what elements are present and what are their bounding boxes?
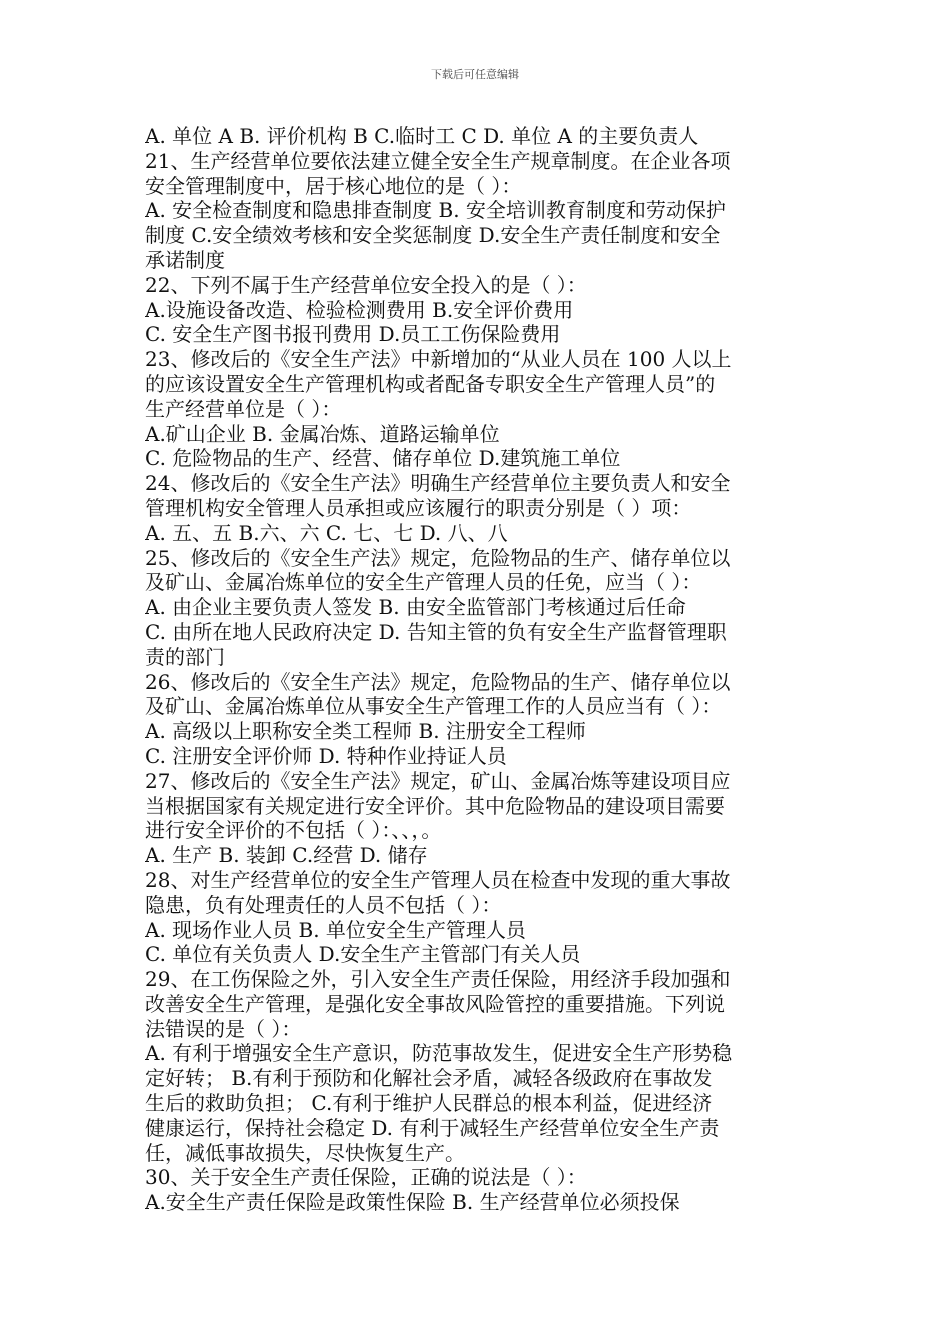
text-line: 生后的救助负担； C.有利于维护人民群总的根本利益，促进经济 (145, 1091, 713, 1116)
text-line: 及矿山、金属冶炼单位的安全生产管理人员的任免，应当（ ）： (145, 570, 702, 595)
text-line: 安全管理制度中，居于核心地位的是（ ）： (145, 173, 522, 198)
text-line: 28、对生产经营单位的安全生产管理人员在检查中发现的重大事故 (145, 867, 731, 892)
text-line: A. 有利于增强安全生产意识，防范事故发生，促进安全生产形势稳 (145, 1041, 733, 1066)
text-line: A. 生产 B. 装卸 C.经营 D. 储存 (145, 843, 428, 868)
text-line: A.矿山企业 B. 金属冶炼、道路运输单位 (145, 421, 500, 446)
text-line: 的应该设置安全生产管理机构或者配备专职安全生产管理人员”的 (145, 371, 716, 396)
text-line: A.设施设备改造、检验检测费用 B.安全评价费用 (145, 297, 574, 322)
text-line: 定好转； B.有利于预防和化解社会矛盾，减轻各级政府在事故发 (145, 1066, 713, 1091)
text-line: A. 五、五 B.六、六 C. 七、七 D. 八、八 (145, 520, 508, 545)
text-line: 管理机构安全管理人员承担或应该履行的职责分别是（ ）项： (145, 495, 692, 520)
text-line: 进行安全评价的不包括（ ）：、、，。 (145, 818, 442, 843)
text-line: A.安全生产责任保险是政策性保险 B. 生产经营单位必须投保 (145, 1190, 680, 1215)
text-line: A. 单位 A B. 评价机构 B C.临时工 C D. 单位 A 的主要负责人 (145, 124, 699, 148)
text-line: 隐患，负有处理责任的人员不包括（ ）： (145, 892, 502, 917)
text-line: C. 危险物品的生产、经营、储存单位 D.建筑施工单位 (145, 446, 621, 471)
text-line: 任，减低事故损失，尽快恢复生产。 (145, 1140, 465, 1165)
text-line: 法错误的是（ ）： (145, 1016, 302, 1041)
text-line: A. 由企业主要负责人签发 B. 由安全监管部门考核通过后任命 (145, 595, 686, 620)
text-line: C. 安全生产图书报刊费用 D.员工工伤保险费用 (145, 322, 561, 347)
text-line: 21、生产经营单位要依法建立健全安全生产规章制度。在企业各项 (145, 148, 731, 173)
text-line: A. 安全检查制度和隐患排查制度 B. 安全培训教育制度和劳动保护 (145, 198, 726, 223)
text-line: 及矿山、金属冶炼单位从事安全生产管理工作的人员应当有（ ）： (145, 694, 722, 719)
text-line: 24、修改后的《安全生产法》明确生产经营单位主要负责人和安全 (145, 471, 731, 496)
text-line: 30、关于安全生产责任保险，正确的说法是（ ）： (145, 1165, 587, 1190)
document-body (145, 124, 810, 1215)
text-line: 29、在工伤保险之外，引入安全生产责任保险，用经济手段加强和 (145, 967, 731, 992)
text-line: 26、修改后的《安全生产法》规定，危险物品的生产、储存单位以 (145, 669, 731, 694)
text-line: 改善安全生产管理，是强化安全事故风险管控的重要措施。下列说 (145, 991, 725, 1016)
text-line: 23、修改后的《安全生产法》中新增加的“从业人员在 100 人以上 (145, 347, 732, 372)
text-line: 27、修改后的《安全生产法》规定，矿山、金属冶炼等建设项目应 (145, 768, 731, 793)
text-line: C. 由所在地人民政府决定 D. 告知主管的负有安全生产监督管理职 (145, 619, 727, 644)
text-line: 健康运行，保持社会稳定 D. 有利于减轻生产经营单位安全生产责 (145, 1115, 720, 1140)
text-line: 当根据国家有关规定进行安全评价。其中危险物品的建设项目需要 (145, 793, 725, 818)
text-line: C. 注册安全评价师 D. 特种作业持证人员 (145, 743, 507, 768)
text-line: 25、修改后的《安全生产法》规定，危险物品的生产、储存单位以 (145, 545, 731, 570)
text-line: A. 现场作业人员 B. 单位安全生产管理人员 (145, 917, 526, 942)
text-line: 生产经营单位是（ ）： (145, 396, 342, 421)
text-line: 责的部门 (145, 644, 225, 669)
text-line: 22、下列不属于生产经营单位安全投入的是（ ）： (145, 272, 587, 297)
text-line: 承诺制度 (145, 247, 225, 272)
text-line: A. 高级以上职称安全类工程师 B. 注册安全工程师 (145, 719, 586, 744)
page-header: 下载后可任意编辑 (431, 68, 519, 81)
text-line: C. 单位有关负责人 D.安全生产主管部门有关人员 (145, 942, 581, 967)
text-line: 制度 C.安全绩效考核和安全奖惩制度 D.安全生产责任制度和安全 (145, 223, 721, 248)
